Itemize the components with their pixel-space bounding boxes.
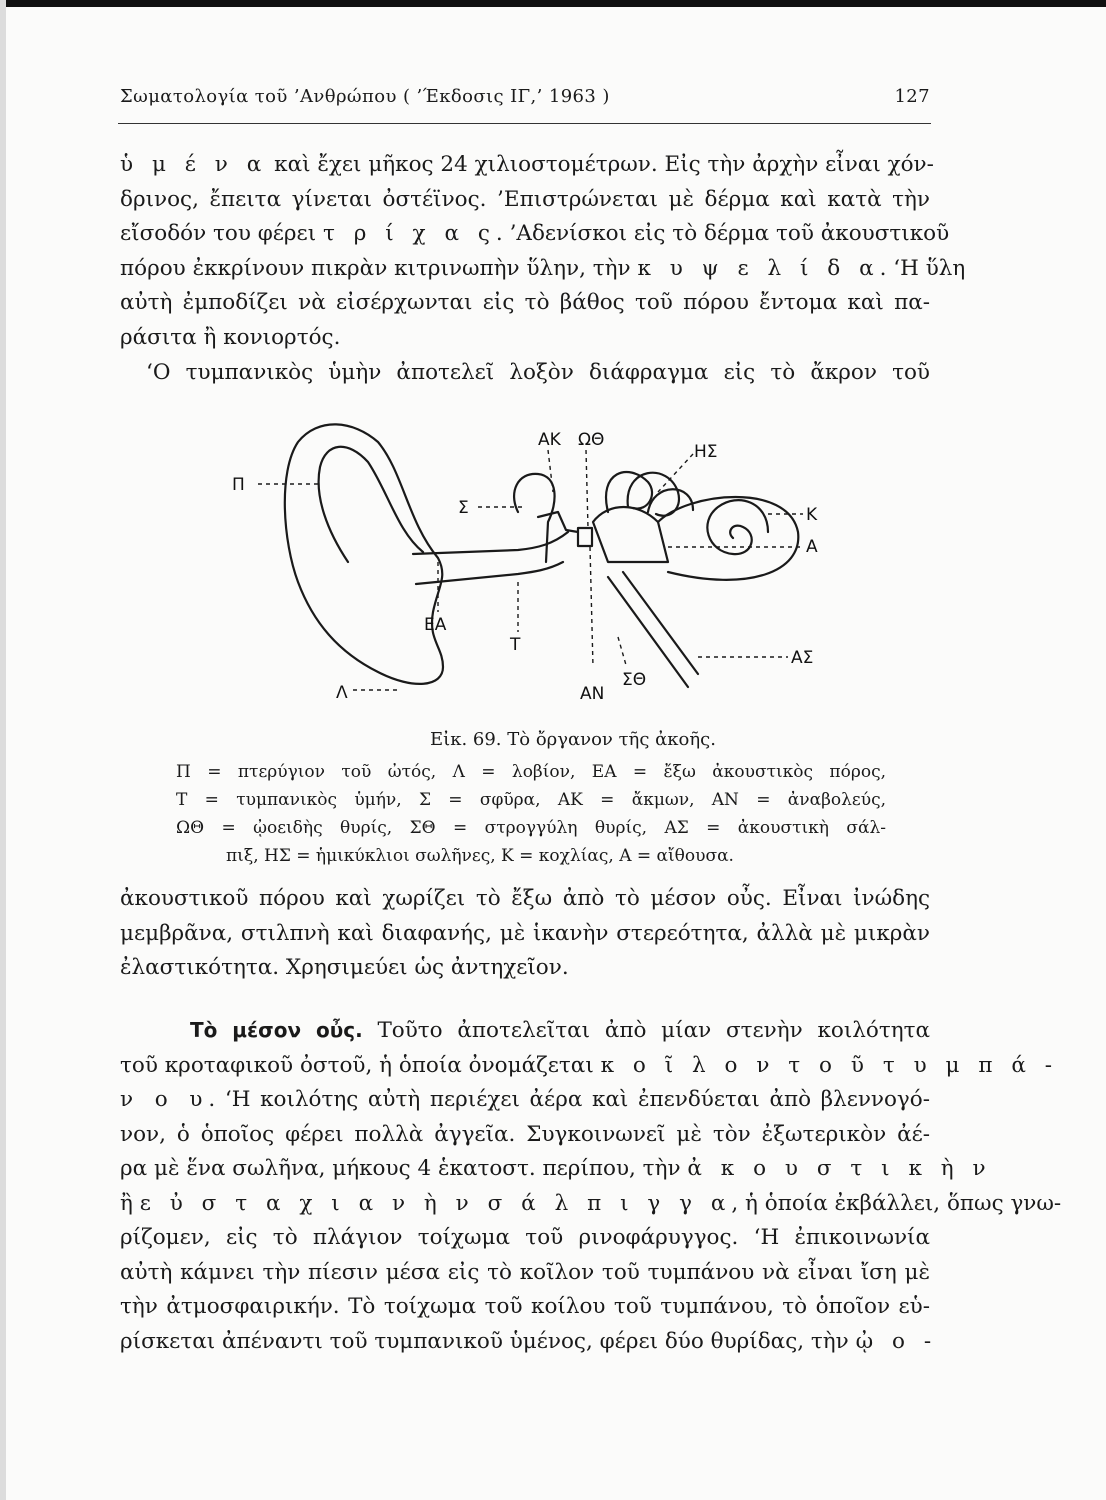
text-line: αὐτὴ ἐμποδίζει νὰ εἰσέρχωνται εἰς τὸ βάθος τοῦ πόρου ἔντομα καὶ πα- xyxy=(120,290,930,315)
label-T: Τ xyxy=(510,635,521,655)
paragraph-middle-ear xyxy=(120,1013,1062,1359)
legend-line: ΩΘ = ᾠοειδὴς θυρίς, ΣΘ = στρογγύλη θυρίς, ΑΣ = ἀκουστικὴ σάλ- xyxy=(176,818,886,838)
label-K: Κ xyxy=(806,505,818,525)
label-L: Λ xyxy=(336,683,348,703)
canal-upper xyxy=(413,532,568,554)
text-line: μεμβρᾶνα, στιλπνὴ καὶ διαφανής, μὲ ἱκανὴν στερεότητα, ἀλλὰ μὲ μικρὰν xyxy=(120,920,930,946)
text-line: ρίζομεν, εἰς τὸ πλάγιον τοίχωμα τοῦ ρινοφάρυγγος. ‘Η ἐπικοινωνία xyxy=(120,1225,930,1250)
leader-OTH xyxy=(586,450,588,528)
leader-AN xyxy=(590,547,593,667)
page-number: 127 xyxy=(894,86,930,107)
text-line: πόρου ἐκκρίνουν πικρὰν κιτρινωπὴν ὕλην, τὴν κ υ ψ ε λ ί δ α. ‘Η ὕλη xyxy=(120,255,966,281)
figure-caption: Εἰκ. 69. Τὸ ὄργανον τῆς ἀκοῆς. xyxy=(430,729,716,750)
text-line: αὐτὴ κάμνει τὴν πίεσιν μέσα εἰς τὸ κοῖλον τοῦ τυμπάνου νὰ εἶναι ἴση μὲ xyxy=(120,1259,930,1285)
ear-anatomy-figure xyxy=(228,412,854,710)
label-AS: ΑΣ xyxy=(791,648,814,668)
figure-legend xyxy=(176,758,886,870)
paragraph-outer-canal xyxy=(120,148,966,355)
label-STH: ΣΘ xyxy=(622,670,647,690)
text-line: ‘Ο τυμπανικὸς ὑμὴν ἀποτελεῖ λοξὸν διάφραγμα εἰς τὸ ἄκρον τοῦ xyxy=(146,360,930,385)
text-line: ἐλαστικότητα. Χρησιμεύει ὡς ἀντηχεῖον. xyxy=(120,955,569,980)
cochlea xyxy=(707,500,768,554)
text-line: ἀκουστικοῦ πόρου καὶ χωρίζει τὸ ἔξω ἀπὸ τὸ μέσον οὖς. Εἶναι ἰνώδης xyxy=(120,886,930,911)
label-AN: ΑΝ xyxy=(580,684,605,704)
text-line: ρίσκεται ἀπέναντι τοῦ τυμπανικοῦ ὑμένος, φέρει δύο θυρίδας, τὴν ᾠ ο - xyxy=(120,1328,938,1354)
section-heading: Τὸ μέσον οὖς. xyxy=(190,1018,363,1042)
text-line: ρα μὲ ἕνα σωλῆνα, μήκους 4 ἑκατοστ. περίπου, τὴν ἀ κ ο υ σ τ ι κ ὴ ν xyxy=(120,1156,992,1181)
paragraph-eardrum-intro xyxy=(120,356,930,391)
leader-AK xyxy=(548,450,553,492)
legend-line: Τ = τυμπανικὸς ὑμήν, Σ = σφῦρα, ΑΚ = ἄκμων, ΑΝ = ἀναβολεύς, xyxy=(176,790,886,810)
label-S: Σ xyxy=(458,498,469,518)
legend-line: Π = πτερύγιον τοῦ ὠτός, Λ = λοβίον, ΕΑ = ἔξω ἀκουστικὸς πόρος, xyxy=(176,762,886,782)
label-HS: ΗΣ xyxy=(694,442,718,462)
label-OTH: ΩΘ xyxy=(578,430,605,450)
paragraph-eardrum xyxy=(120,882,930,986)
text-line: εἴσοδόν του φέρει τ ρ ί χ α ς. ’Αδενίσκοι εἰς τὸ δέρμα τοῦ ἀκουστικοῦ xyxy=(120,221,950,246)
ear-diagram xyxy=(228,412,854,710)
label-AK: ΑΚ xyxy=(538,430,561,450)
running-head xyxy=(120,86,930,116)
text-line: Τὸ μέσον οὖς. Τοῦτο ἀποτελεῖται ἀπὸ μίαν στενὴν κοιλότητα xyxy=(190,1018,931,1043)
label-EA: ΕΑ xyxy=(424,615,447,635)
text-line: ράσιτα ἢ κονιορτός. xyxy=(120,324,341,350)
semicircular-canal-3 xyxy=(648,489,693,512)
running-title: Σωματολογία τοῦ ’Ανθρώπου ( ’Έκδοσις ΙΓ,’ 1963 ) xyxy=(120,86,610,107)
text-line: δρινος, ἔπειτα γίνεται ὀστέϊνος. ’Επιστρώνεται μὲ δέρμα καὶ κατὰ τὴν xyxy=(120,186,930,212)
text-line: ὑ μ έ ν α καὶ ἔχει μῆκος 24 χιλιοστομέτρων. Εἰς τὴν ἀρχὴν εἶναι χόν- xyxy=(120,152,934,177)
cochlea-outer xyxy=(658,497,798,580)
legend-line: πιξ, ΗΣ = ἡμικύκλιοι σωλῆνες, Κ = κοχλίας, Α = αἴθουσα. xyxy=(226,846,734,866)
text-line: ἢ ε ὐ σ τ α χ ι α ν ὴ ν σ ά λ π ι γ γ α, ἡ ὁποία ἐκβάλλει, ὅπως γνω- xyxy=(120,1190,1062,1216)
incus xyxy=(538,512,578,532)
text-line: τοῦ κροταφικοῦ ὀστοῦ, ἡ ὁποία ὀνομάζεται κ ο ῖ λ ο ν τ ο ῦ τ υ μ π ά - xyxy=(120,1052,1059,1078)
text-line: ν ο υ. ‘Η κοιλότης αὐτὴ περιέχει ἀέρα καὶ ἐπενδύεται ἀπὸ βλεννογό- xyxy=(120,1087,930,1112)
text-line: νον, ὁ ὁποῖος φέρει πολλὰ ἀγγεῖα. Συγκοινωνεῖ μὲ τὸν ἐξωτερικὸν ἀέ- xyxy=(120,1121,930,1147)
text-line: τὴν ἀτμοσφαιρικήν. Τὸ τοίχωμα τοῦ κοίλου τοῦ τυμπάνου, τὸ ὁποῖον εὑ- xyxy=(120,1294,930,1319)
scan-edge-top xyxy=(0,0,1106,7)
pinna-inner xyxy=(319,447,423,562)
header-rule xyxy=(118,123,931,124)
scan-edge-left xyxy=(0,0,6,1500)
label-A: Α xyxy=(806,537,818,557)
label-P: Π xyxy=(232,475,245,495)
leader-STH xyxy=(618,637,626,665)
stapes xyxy=(578,528,592,546)
